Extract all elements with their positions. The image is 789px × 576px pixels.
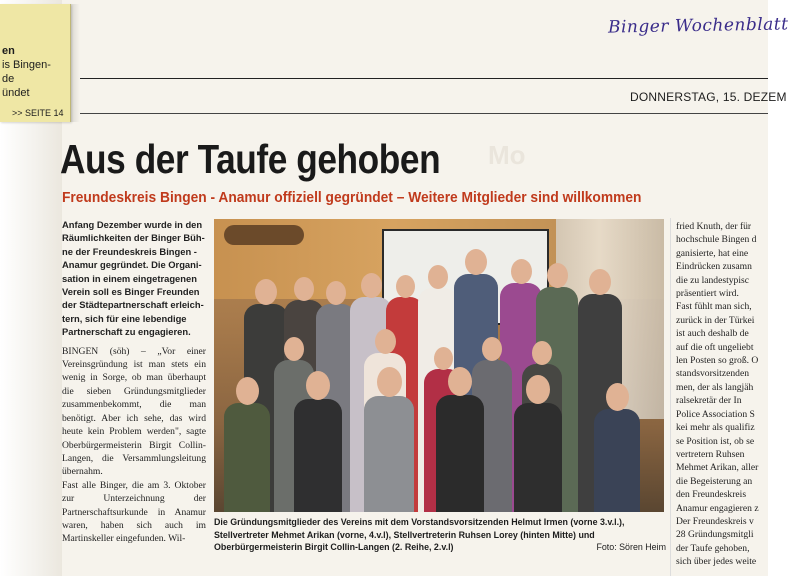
photo-person (594, 383, 640, 512)
article-headline: Aus der Taufe gehoben (60, 136, 441, 182)
photo-person-head (255, 279, 277, 305)
photo-person-body (594, 409, 640, 512)
side-note-shadow (70, 4, 80, 122)
photo-person-head (236, 377, 259, 405)
side-note-line: en (2, 45, 15, 57)
body-paragraph: BINGEN (söh) – „Vor einer Vereinsgründung ist man stets ein wenig in Sorge, ob man überhaupt die sieben Gründungsmitglieder zusammenbekommt, die man benötigt. Aber ich sehe, das wird heute kein Problem werden", sagte Oberbürgermeisterin Birgit Collin-Langen, die Versammlungsleitung übernahm. (62, 345, 206, 478)
side-note-line: is Bingen- (2, 59, 51, 71)
top-rule (80, 78, 768, 79)
photo-caption (214, 516, 666, 554)
right-column-line: Der Freundeskreis v (676, 515, 754, 527)
photo-person-head (294, 277, 314, 301)
article-right-column (676, 220, 768, 569)
right-column-line: Fast fühlt man sich, (676, 301, 752, 313)
right-column-line: auf die oft ungeliebt (676, 341, 754, 353)
photo-person-head (361, 273, 382, 298)
right-column-line: sich über jedes weite (676, 556, 757, 568)
photo-person-body (364, 396, 414, 512)
side-note-line: ündet (2, 87, 30, 99)
right-column-line: standsvorsitzenden (676, 368, 750, 380)
photo-person-head (326, 281, 346, 305)
lead-line: Partnerschaft zu engagieren. (62, 326, 191, 338)
photo-person-head (448, 367, 472, 396)
right-column-line: die zu landestypisc (676, 274, 749, 286)
right-column-line: der Taufe gehoben, (676, 542, 750, 554)
right-column-line: kei mehr als qualifiz (676, 422, 755, 434)
article-subheadline: Freundeskreis Bingen - Anamur offiziell gegründet – Weitere Mitglieder sind willkommen (62, 190, 642, 206)
lead-line: sation in einem eingetragenen (62, 272, 197, 284)
right-column-line: fried Knuth, der für (676, 221, 752, 232)
right-column-line: präsentiert wird. (676, 288, 739, 300)
photo-person-body (294, 399, 342, 512)
photo-person-head (465, 249, 487, 275)
group-photo (214, 219, 664, 512)
lead-line: Verein soll es Binger Freunden (62, 286, 200, 298)
photo-person (224, 377, 270, 512)
photo-person-head (306, 371, 330, 400)
right-column-line: ralsekretär der In (676, 395, 742, 407)
caption-text: Die Gründungsmitglieder des Vereins mit dem Vorstandsvorsitzenden Helmut Irmen (vorne 3.v.l.), Stellvertreter Mehmet Arikan (vorne, 4.v.l), Stellvertreterin Ruhsen Lorey (hinten Mitte) und Oberbürgermeisterin Birgit Collin-Langen (2. Reihe, 2.v.l) (214, 517, 625, 553)
right-column-line: die Begeisterung an (676, 475, 753, 487)
photo-lamp (224, 225, 304, 245)
photo-person-head (428, 265, 448, 289)
right-column-line: ganisierte, hat eine (676, 247, 749, 259)
photo-person-head (606, 383, 629, 411)
photo-person-head (589, 269, 611, 295)
body-paragraph: Fast alle Binger, die am 3. Oktober zur Unterzeichnung der Partnerschaftsurkunde in Anamur waren, haben sich auch im Martinskeller eingefunden. Wil- (62, 479, 206, 545)
right-column-line: zurück in der Türkei (676, 314, 755, 326)
photo-person-head (526, 375, 550, 404)
right-column-line: vertretern Ruhsen (676, 448, 745, 460)
lead-line: ne der Freundeskreis Bingen - (62, 245, 197, 257)
photo-credit: Foto: Sören Heim (596, 542, 666, 553)
article-left-column (62, 218, 206, 546)
side-teaser-note (0, 4, 71, 122)
photo-person-body (514, 403, 562, 512)
lead-line: Räumlichkeiten der Binger Büh- (62, 232, 205, 244)
lead-line: der Städtepartnerschaft erleich- (62, 299, 204, 311)
right-column-line: Anamur engagieren z (676, 502, 759, 514)
lead-line: Anamur gegründet. Die Organi- (62, 259, 202, 271)
photo-person-head (396, 275, 415, 298)
photo-person-head (482, 337, 502, 361)
handwritten-source-label: Binger Wochenblatt (607, 14, 789, 38)
right-column-line: men, der als langjäh (676, 381, 754, 393)
photo-person-head (377, 367, 402, 397)
dateline: DONNERSTAG, 15. DEZEM (630, 90, 787, 104)
article-lead (62, 218, 206, 339)
right-column-line: ist auch deshalb de (676, 328, 749, 340)
column-separator (670, 218, 671, 576)
photo-person-body (436, 395, 484, 512)
see-page-reference: >> SEITE 14 (12, 108, 64, 118)
photo-person (514, 375, 562, 512)
photo-person-body (224, 403, 270, 512)
photo-person-head (284, 337, 304, 361)
lead-line: Anfang Dezember wurde in den (62, 219, 203, 230)
right-column-line: den Freundeskreis (676, 489, 747, 501)
lead-line: tern, sich für eine lebendige (62, 312, 187, 324)
article-body (62, 345, 206, 546)
photo-person-head (532, 341, 552, 365)
right-column-line: hochschule Bingen d (676, 234, 757, 246)
photo-person (294, 371, 342, 512)
photo-person-head (547, 263, 568, 288)
photo-person-head (375, 329, 396, 354)
right-column-line: 28 Gründungsmitgli (676, 529, 754, 541)
right-column-line: se Position ist, ob se (676, 435, 755, 447)
date-rule (80, 113, 768, 114)
side-note-line: de (2, 73, 15, 85)
ghost-show-through-text: Mo (488, 140, 526, 170)
photo-person (364, 367, 414, 512)
right-column-line: len Posten so groß. O (676, 355, 759, 367)
right-column-line: Police Association S (676, 408, 755, 420)
right-column-line: Mehmet Arikan, aller (676, 462, 759, 474)
photo-person (436, 367, 484, 512)
photo-person-head (511, 259, 532, 284)
right-column-line: Eindrücken zusamn (676, 261, 752, 273)
